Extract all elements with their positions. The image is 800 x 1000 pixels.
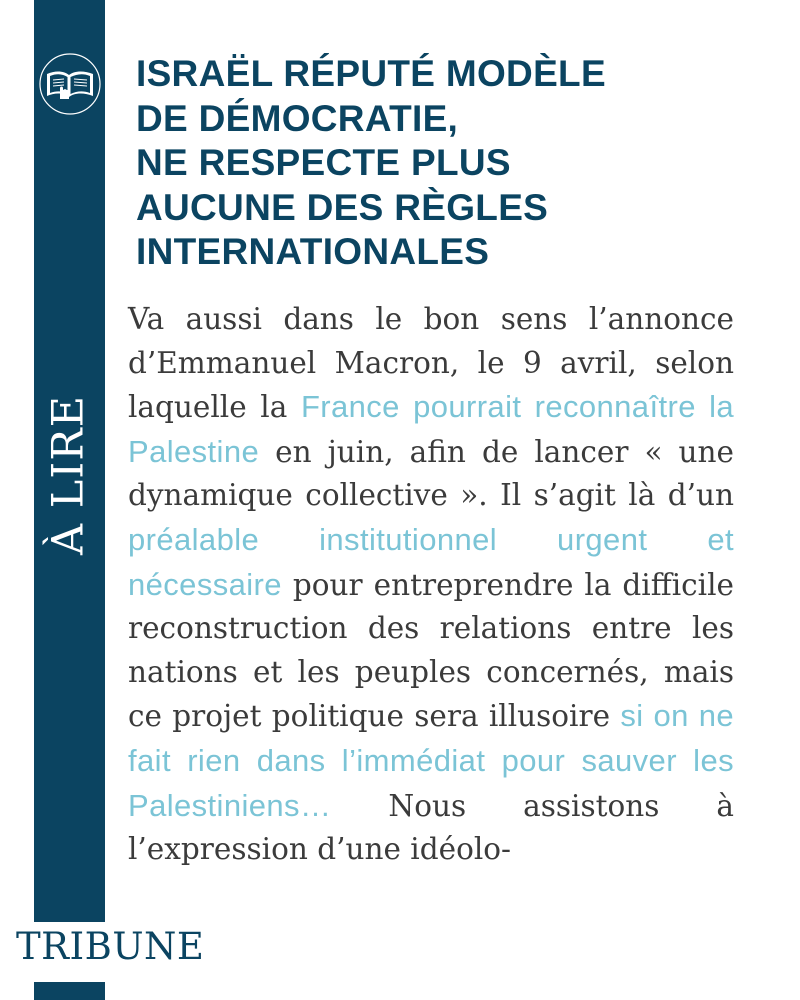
tribune-label: TRIBUNE [16, 925, 205, 968]
headline-line: AUCUNE DES RÈGLES [136, 186, 549, 228]
highlighted-phrase: si on ne fait rien dans l’immédiat pour sauver les Palestiniens… [128, 698, 734, 823]
headline-line: DE DÉMOCRATIE, [136, 97, 459, 139]
book-icon [38, 52, 102, 116]
highlighted-phrase: préalable institutionnel urgent et nécessaire [128, 521, 734, 602]
headline-line: ISRAËL RÉPUTÉ MODÈLE [136, 53, 606, 94]
body-text-run: Nous assistons à l’expression d’une idéolo- [128, 788, 734, 867]
section-label: À LIRE [43, 394, 94, 556]
headline-line: INTERNATIONALES [136, 231, 490, 272]
body-text-run: pour entreprendre la difficile reconstruction des relations entre les nations et les peuples concernés, mais ce projet politique sera illusoire [128, 567, 734, 734]
highlighted-phrase: France pourrait reconnaître la Palestine [128, 389, 735, 469]
headline [136, 52, 776, 275]
body-text-run: en juin, afin de lancer « une dynamique collective ». Il s’agit là d’un [128, 434, 734, 513]
sidebar-band-foot [34, 982, 105, 1000]
body-text-run: Va aussi dans le bon sens l’annonce d’Emmanuel Macron, le 9 avril, selon laquelle la [128, 302, 734, 425]
article-body [128, 298, 734, 872]
headline-line: NE RESPECTE PLUS [136, 142, 511, 183]
